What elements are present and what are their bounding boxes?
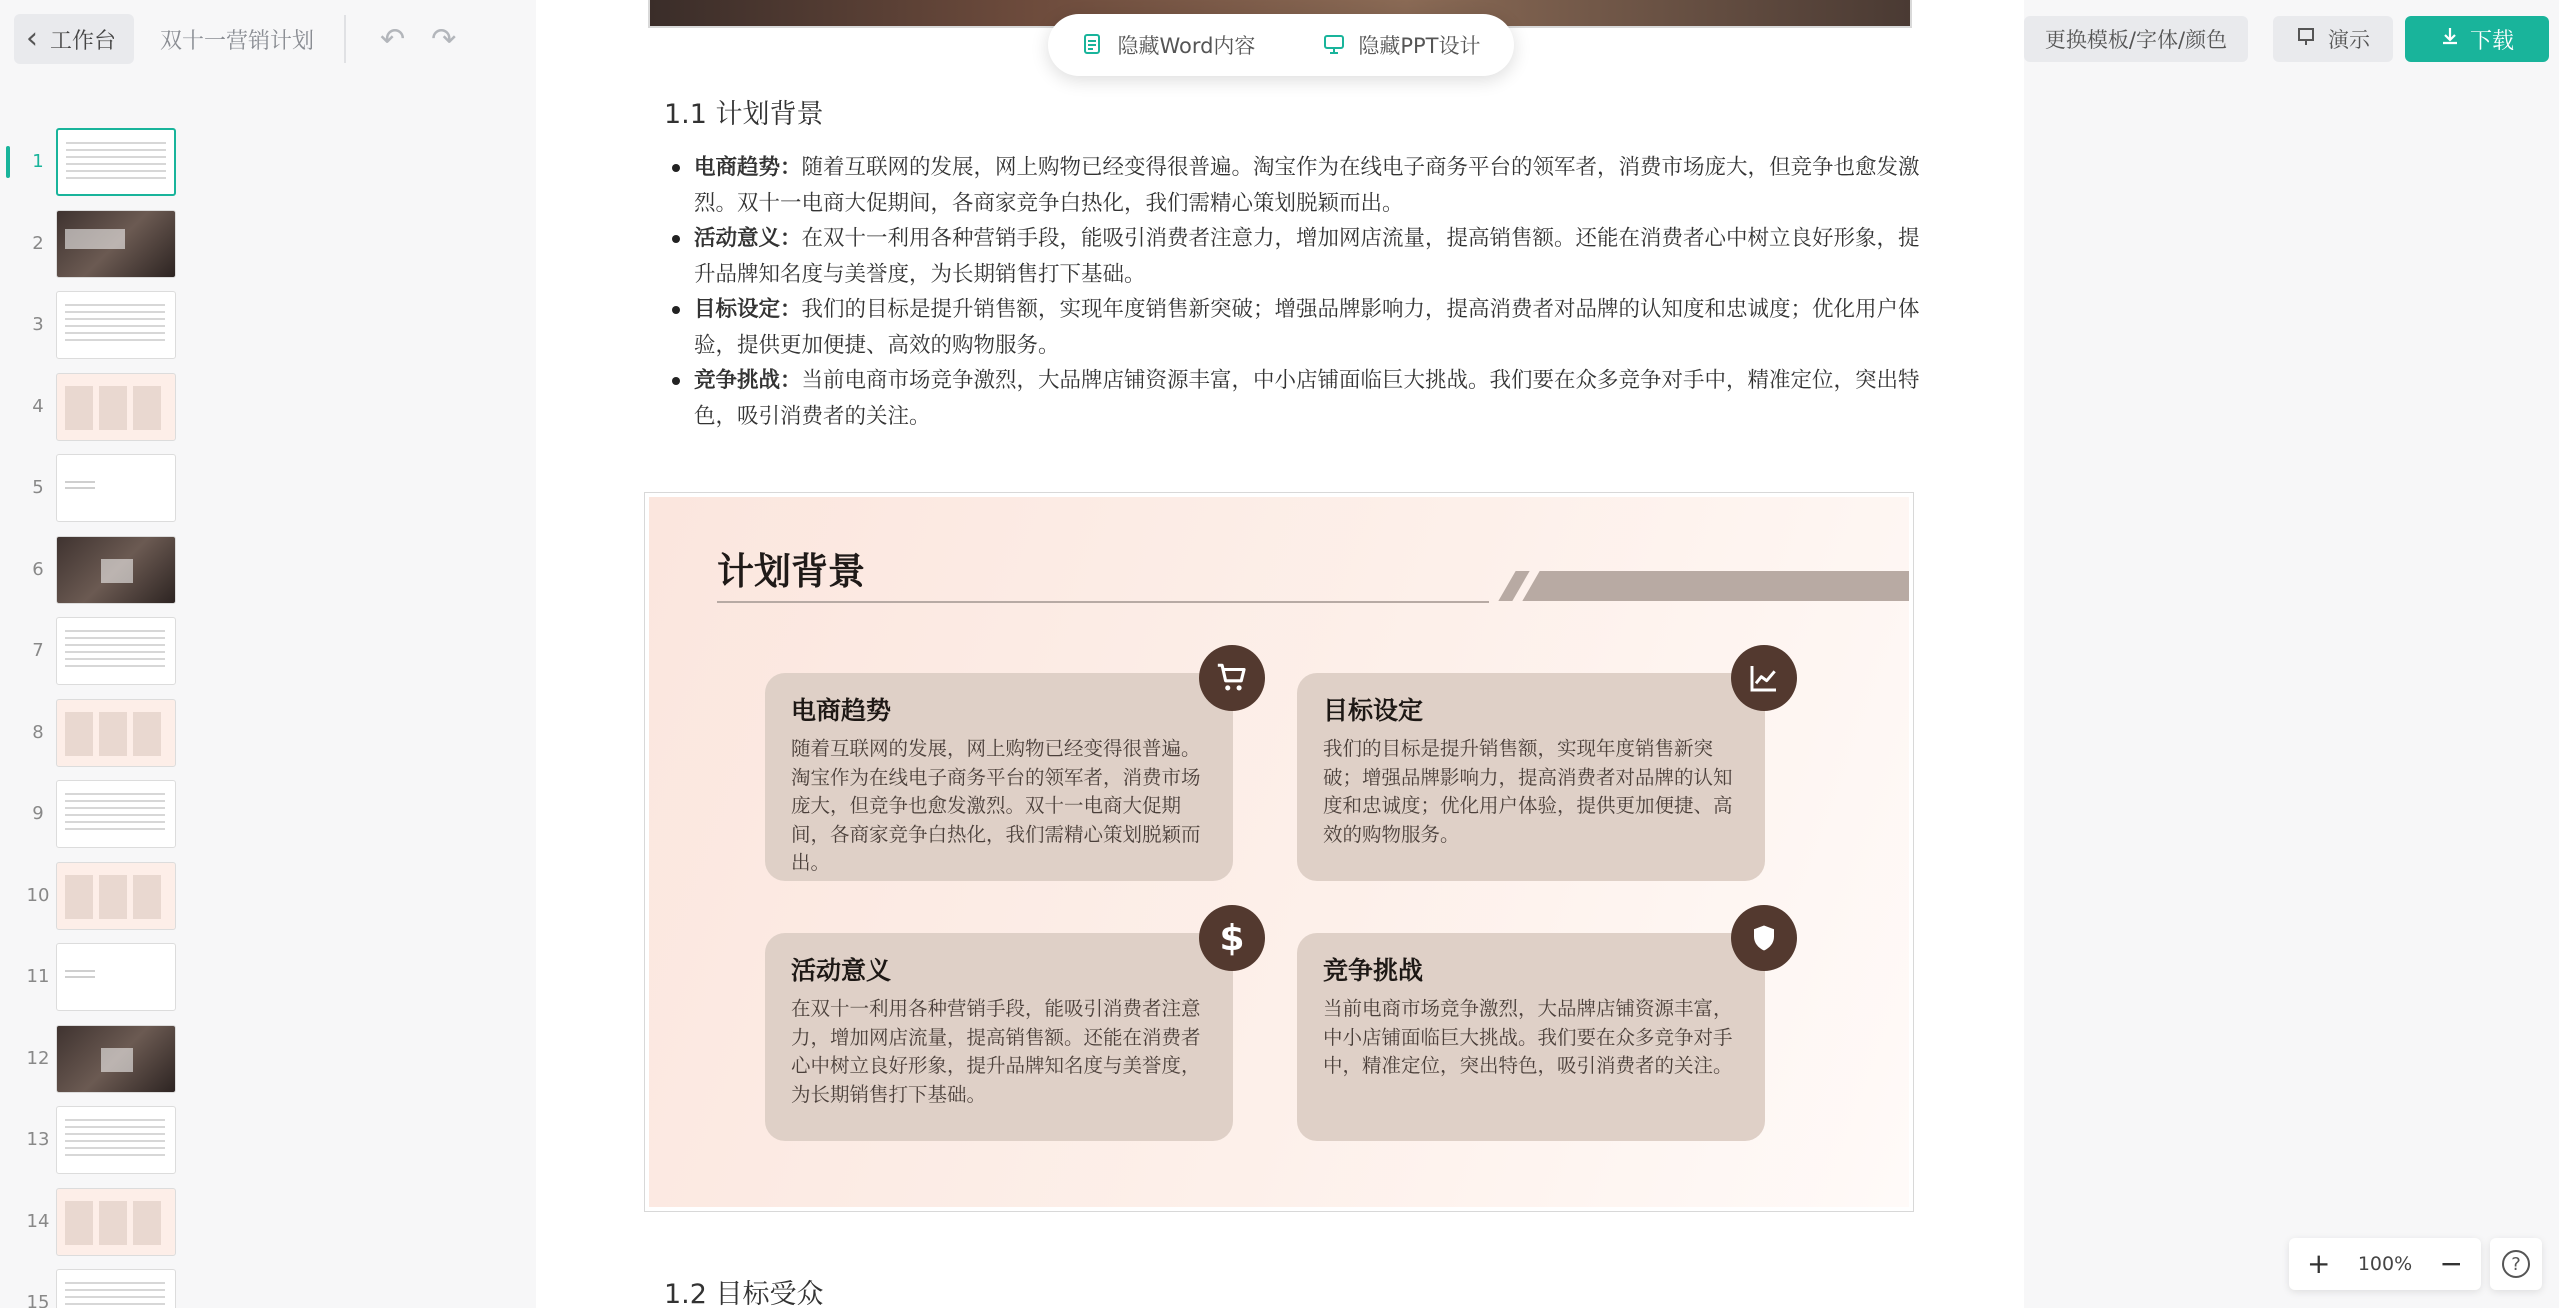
slide-number: 2 (32, 232, 44, 254)
back-to-workbench-button[interactable] (14, 14, 134, 64)
slide-thumbnail-image (56, 617, 176, 685)
slide-thumbnail-image (56, 291, 176, 359)
download-label: 下载 (2469, 28, 2514, 54)
slide-thumbnail-image (56, 1106, 176, 1174)
slide-thumbnail[interactable] (0, 128, 200, 210)
document-icon (1081, 33, 1105, 57)
card-title: 活动意义 (791, 956, 892, 985)
slide-thumbnail-list (0, 128, 200, 1308)
zoom-in-button[interactable]: + (2307, 1247, 2331, 1280)
help-icon: ? (2502, 1250, 2530, 1278)
zoom-out-button[interactable]: − (2439, 1247, 2463, 1280)
decor-bar (1522, 571, 1909, 601)
view-toggle (1048, 14, 1514, 76)
chart-line-icon (1731, 645, 1797, 711)
background-bullet-list (664, 150, 1934, 434)
slide-thumbnail[interactable] (0, 454, 200, 536)
card-ecommerce-trend (765, 673, 1233, 881)
slide-thumbnail-image (56, 454, 176, 522)
zoom-control (2289, 1238, 2481, 1290)
hide-ppt-toggle[interactable] (1322, 30, 1480, 60)
card-body: 我们的目标是提升销售额，实现年度销售新突破；增强品牌影响力，提高消费者对品牌的认知度和忠诚度；优化用户体验，提供更加便捷、高效的购物服务。 (1323, 737, 1733, 846)
slide-thumbnail-image (56, 943, 176, 1011)
slide-thumbnail-image (56, 699, 176, 767)
download-icon (2440, 26, 2460, 52)
slide-thumbnail[interactable] (0, 210, 200, 292)
bullet-item (664, 363, 1934, 434)
slide-number: 10 (26, 884, 50, 906)
redo-icon[interactable]: ↷ (431, 21, 457, 57)
undo-icon[interactable]: ↶ (380, 21, 406, 57)
bullet-text: 我们的目标是提升销售额，实现年度销售新突破；增强品牌影响力，提高消费者对品牌的认知度和忠诚度；优化用户体验，提供更加便捷、高效的购物服务。 (694, 297, 1920, 358)
present-label: 演示 (2328, 28, 2370, 52)
download-button[interactable] (2405, 16, 2549, 62)
slide-thumbnail[interactable] (0, 291, 200, 373)
slide-number: 5 (32, 477, 44, 498)
change-template-label: 更换模板/字体/颜色 (2044, 28, 2228, 52)
slide-thumbnail-image (56, 128, 176, 196)
slide-thumbnail[interactable] (0, 1188, 200, 1270)
slide-thumbnail[interactable] (0, 780, 200, 862)
slide-thumbnail-image (56, 210, 176, 278)
card-title: 目标设定 (1323, 696, 1424, 725)
topbar-left (14, 14, 456, 64)
bullet-text: 随着互联网的发展，网上购物已经变得很普遍。淘宝作为在线电子商务平台的领军者，消费市场庞大，但竞争也愈发激烈。双十一电商大促期间，各商家竞争白热化，我们需精心策划脱颖而出。 (694, 155, 1920, 216)
slide-thumbnail-image (56, 536, 176, 604)
bullet-label: 目标设定： (694, 297, 802, 322)
slide-thumbnail[interactable] (0, 699, 200, 781)
section-heading-1-2: 1.2 目标受众 (664, 1279, 824, 1308)
slide-number: 1 (32, 151, 44, 172)
slide-thumbnail[interactable] (0, 1106, 200, 1188)
slide-thumbnail[interactable] (0, 1269, 200, 1308)
slide-number: 6 (32, 558, 44, 580)
bullet-item (664, 292, 1934, 363)
cart-icon (1199, 645, 1265, 711)
card-body: 随着互联网的发展，网上购物已经变得很普遍。淘宝作为在线电子商务平台的领军者，消费市场庞大，但竞争也愈发激烈。双十一电商大促期间，各商家竞争白热化，我们需精心策划脱颖而出。 (791, 737, 1201, 874)
document-title[interactable]: 双十一营销计划 (160, 28, 315, 54)
card-activity-meaning (765, 933, 1233, 1141)
zoom-level: 100% (2357, 1253, 2413, 1275)
toolbar-divider (344, 15, 346, 63)
presentation-icon (1322, 33, 1346, 57)
slide-thumbnail[interactable] (0, 862, 200, 944)
slide-thumbnail[interactable] (0, 943, 200, 1025)
slide-thumbnail[interactable] (0, 617, 200, 699)
section-heading-1-1: 1.1 计划背景 (664, 99, 824, 130)
bullet-item (664, 150, 1934, 221)
dollar-icon: $ (1199, 905, 1265, 971)
card-competition-challenge (1297, 933, 1765, 1141)
hide-ppt-label: 隐藏PPT设计 (1358, 34, 1481, 58)
bullet-text: 当前电商市场竞争激烈，大品牌店铺资源丰富，中小店铺面临巨大挑战。我们要在众多竞争对手中，精准定位，突出特色，吸引消费者的关注。 (694, 368, 1920, 429)
document-canvas (536, 0, 2024, 1308)
title-underline (717, 601, 1489, 603)
present-button[interactable] (2273, 16, 2393, 62)
bullet-item (664, 221, 1934, 292)
shield-icon (1731, 905, 1797, 971)
slide-thumbnail[interactable] (0, 536, 200, 618)
slide-sidebar (0, 0, 536, 1308)
present-icon (2296, 27, 2316, 52)
slide-number: 4 (32, 395, 44, 417)
slide-number: 12 (26, 1047, 50, 1069)
slide-thumbnail-image (56, 780, 176, 848)
card-title: 竞争挑战 (1323, 956, 1424, 985)
slide-plan-background (649, 497, 1909, 1207)
slide-number: 11 (26, 966, 50, 987)
slide-thumbnail-image (56, 862, 176, 930)
slide-number: 9 (32, 803, 44, 824)
slide-thumbnail-image (56, 1025, 176, 1093)
slide-number: 13 (26, 1129, 50, 1150)
back-label: 工作台 (50, 28, 117, 54)
card-body: 在双十一利用各种营销手段，能吸引消费者注意力，增加网店流量，提高销售额。还能在消费者心中树立良好形象，提升品牌知名度与美誉度，为长期销售打下基础。 (791, 997, 1201, 1106)
slide-thumbnail-image (56, 1269, 176, 1308)
slide-thumbnail[interactable] (0, 1025, 200, 1107)
slide-preview[interactable] (644, 492, 1914, 1212)
slide-number: 8 (32, 721, 44, 743)
slide-thumbnail[interactable] (0, 373, 200, 455)
hide-word-label: 隐藏Word内容 (1117, 34, 1256, 58)
bullet-label: 竞争挑战： (694, 368, 802, 393)
chevron-left-icon: ‹ (26, 21, 38, 56)
slide-thumbnail-image (56, 1188, 176, 1256)
card-goal-setting (1297, 673, 1765, 881)
slide-number: 7 (32, 640, 44, 661)
right-panel (2024, 0, 2559, 1308)
bullet-label: 活动意义： (694, 226, 802, 251)
slide-thumbnail-image (56, 373, 176, 441)
card-body: 当前电商市场竞争激烈，大品牌店铺资源丰富，中小店铺面临巨大挑战。我们要在众多竞争对手中，精准定位，突出特色，吸引消费者的关注。 (1323, 997, 1733, 1077)
bullet-text: 在双十一利用各种营销手段，能吸引消费者注意力，增加网店流量，提高销售额。还能在消费者心中树立良好形象，提升品牌知名度与美誉度，为长期销售打下基础。 (694, 226, 1920, 287)
help-button[interactable] (2490, 1238, 2542, 1290)
slide-number: 3 (32, 314, 44, 335)
slide-title: 计划背景 (717, 549, 865, 593)
slide-number: 14 (26, 1210, 50, 1232)
bullet-label: 电商趋势： (694, 155, 802, 180)
change-template-button[interactable] (2024, 16, 2248, 62)
hide-word-toggle[interactable] (1081, 30, 1255, 60)
card-title: 电商趋势 (791, 696, 892, 725)
slide-number: 15 (26, 1292, 50, 1308)
